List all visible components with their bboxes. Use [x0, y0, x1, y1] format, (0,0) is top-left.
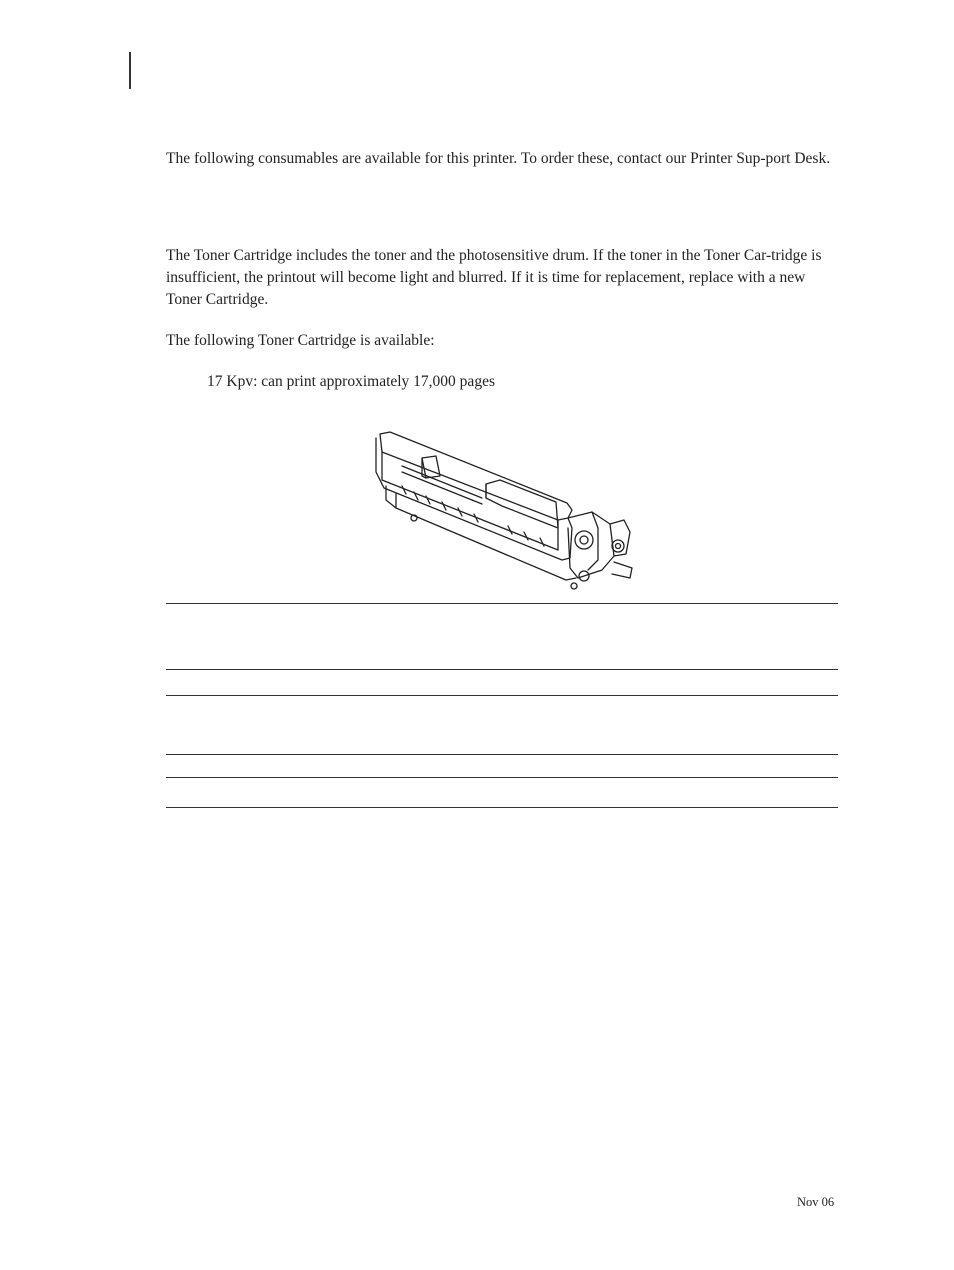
toner-cartridge-icon — [362, 428, 642, 598]
footer-date: Nov 06 — [797, 1195, 835, 1209]
table-rule-6 — [166, 807, 838, 808]
table-rule-3 — [166, 695, 838, 696]
toner-description: The Toner Cartridge includes the toner and the photosensitive drum. If the toner in the Toner Car-tridge is insufficient, the printout will become light and blurred. If it is time for replacement, replace with a new Toner Cartridge. — [166, 247, 822, 308]
table-rule-5 — [166, 777, 838, 778]
table-rule-4 — [166, 754, 838, 755]
table-rule-1 — [166, 603, 838, 604]
toner-availability: The following Toner Cartridge is available: — [166, 332, 435, 349]
intro-paragraph: The following consumables are available for this printer. To order these, contact our Printer Sup-port Desk. — [166, 150, 831, 167]
page-corner-mark — [129, 52, 131, 89]
toner-item: 17 Kpv: can print approximately 17,000 pages — [207, 373, 495, 390]
table-rule-2 — [166, 669, 838, 670]
toner-cartridge-figure — [362, 428, 642, 598]
